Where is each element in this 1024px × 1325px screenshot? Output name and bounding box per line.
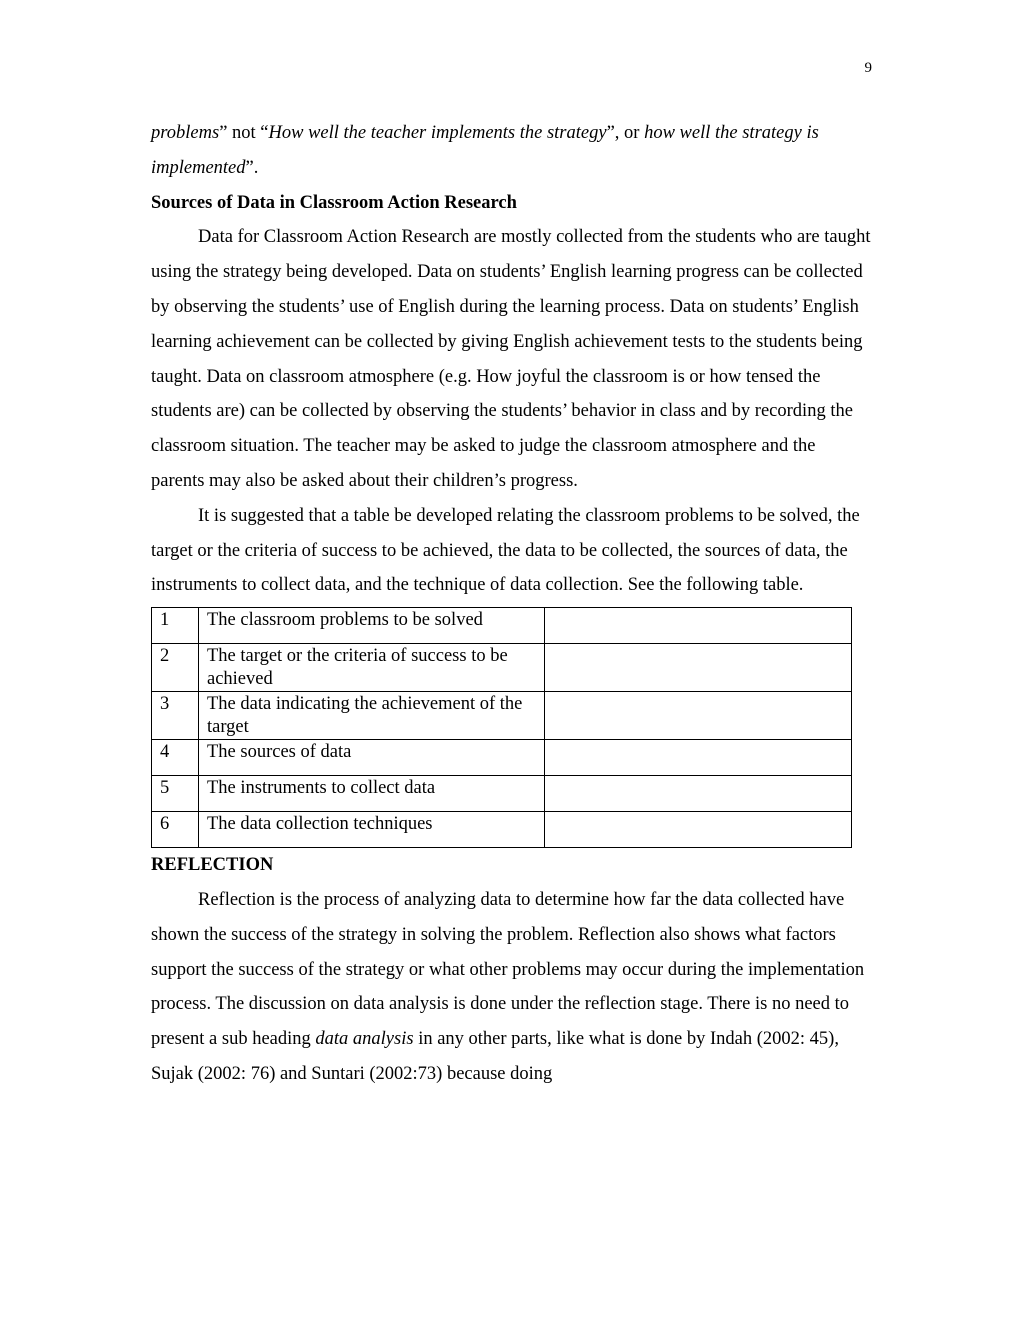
reflection-text: in any other parts, like what is done by Indah (2002: 45), Sujak (2002: 76) and Suntari (2002:73) because doing — [151, 1029, 839, 1084]
row-item: The data collection techniques — [199, 812, 545, 848]
row-item: The instruments to collect data — [199, 776, 545, 812]
criteria-table — [151, 607, 852, 848]
table-row — [152, 608, 852, 644]
row-item: The target or the criteria of success to be achieved — [199, 644, 545, 692]
row-item: The data indicating the achievement of the target — [199, 692, 545, 740]
page-number: 9 — [864, 60, 872, 76]
sources-paragraph-2: It is suggested that a table be developed relating the classroom problems to be solved, the target or the criteria of success to be achieved, the data to be collected, the sources of data, the instruments to collect data, and the technique of data collection. See the following table. — [151, 505, 860, 596]
row-item: The sources of data — [199, 740, 545, 776]
row-item: The classroom problems to be solved — [199, 608, 545, 644]
reflection-heading: REFLECTION — [151, 855, 274, 876]
intro-paragraph — [151, 116, 871, 186]
table-row — [152, 692, 852, 740]
row-number: 3 — [152, 692, 199, 740]
intro-text: ”. — [245, 157, 259, 178]
intro-italic-problems: problems — [151, 123, 220, 143]
table-row — [152, 740, 852, 776]
intro-italic-strategy: how well the strategy is implemented — [151, 123, 819, 178]
row-value — [545, 692, 852, 740]
intro-italic-quote: How well the teacher implements the strategy — [268, 123, 607, 143]
reflection-paragraph — [151, 883, 871, 1092]
row-value — [545, 740, 852, 776]
reflection-italic: data analysis — [315, 1029, 414, 1050]
intro-text: ”, or — [606, 123, 645, 143]
row-number: 4 — [152, 740, 199, 776]
reflection-text: Reflection is the process of analyzing data to determine how far the data collected have shown the success of the strategy in solving the problem. Reflection also shows what factors support the success of the strategy or what other problems may occur during the implementation process. The discussion on data analysis is done under the reflection stage. There is no need to present a sub heading — [151, 889, 865, 1050]
row-number: 1 — [152, 608, 199, 644]
table-row — [152, 812, 852, 848]
page-content — [151, 116, 871, 1092]
row-value — [545, 812, 852, 848]
table-row — [152, 644, 852, 692]
row-value — [545, 608, 852, 644]
row-number: 5 — [152, 776, 199, 812]
row-value — [545, 644, 852, 692]
table-row — [152, 776, 852, 812]
row-value — [545, 776, 852, 812]
intro-text: ” not “ — [219, 123, 269, 143]
row-number: 2 — [152, 644, 199, 692]
sources-heading: Sources of Data in Classroom Action Research — [151, 192, 517, 213]
row-number: 6 — [152, 812, 199, 848]
sources-paragraph-1: Data for Classroom Action Research are mostly collected from the students who are taught using the strategy being developed. Data on students’ English learning progress can be collected by observing the students’ use of English during the learning process. Data on students’ English learning achievement can be collected by giving English achievement tests to the students being taught. Data on classroom atmosphere (e.g. How joyful the classroom is or how tensed the students are) can be collected by observing the students’ behavior in class and by recording the classroom situation. The teacher may be asked to judge the classroom atmosphere and the parents may also be asked about their children’s progress. — [151, 227, 871, 491]
